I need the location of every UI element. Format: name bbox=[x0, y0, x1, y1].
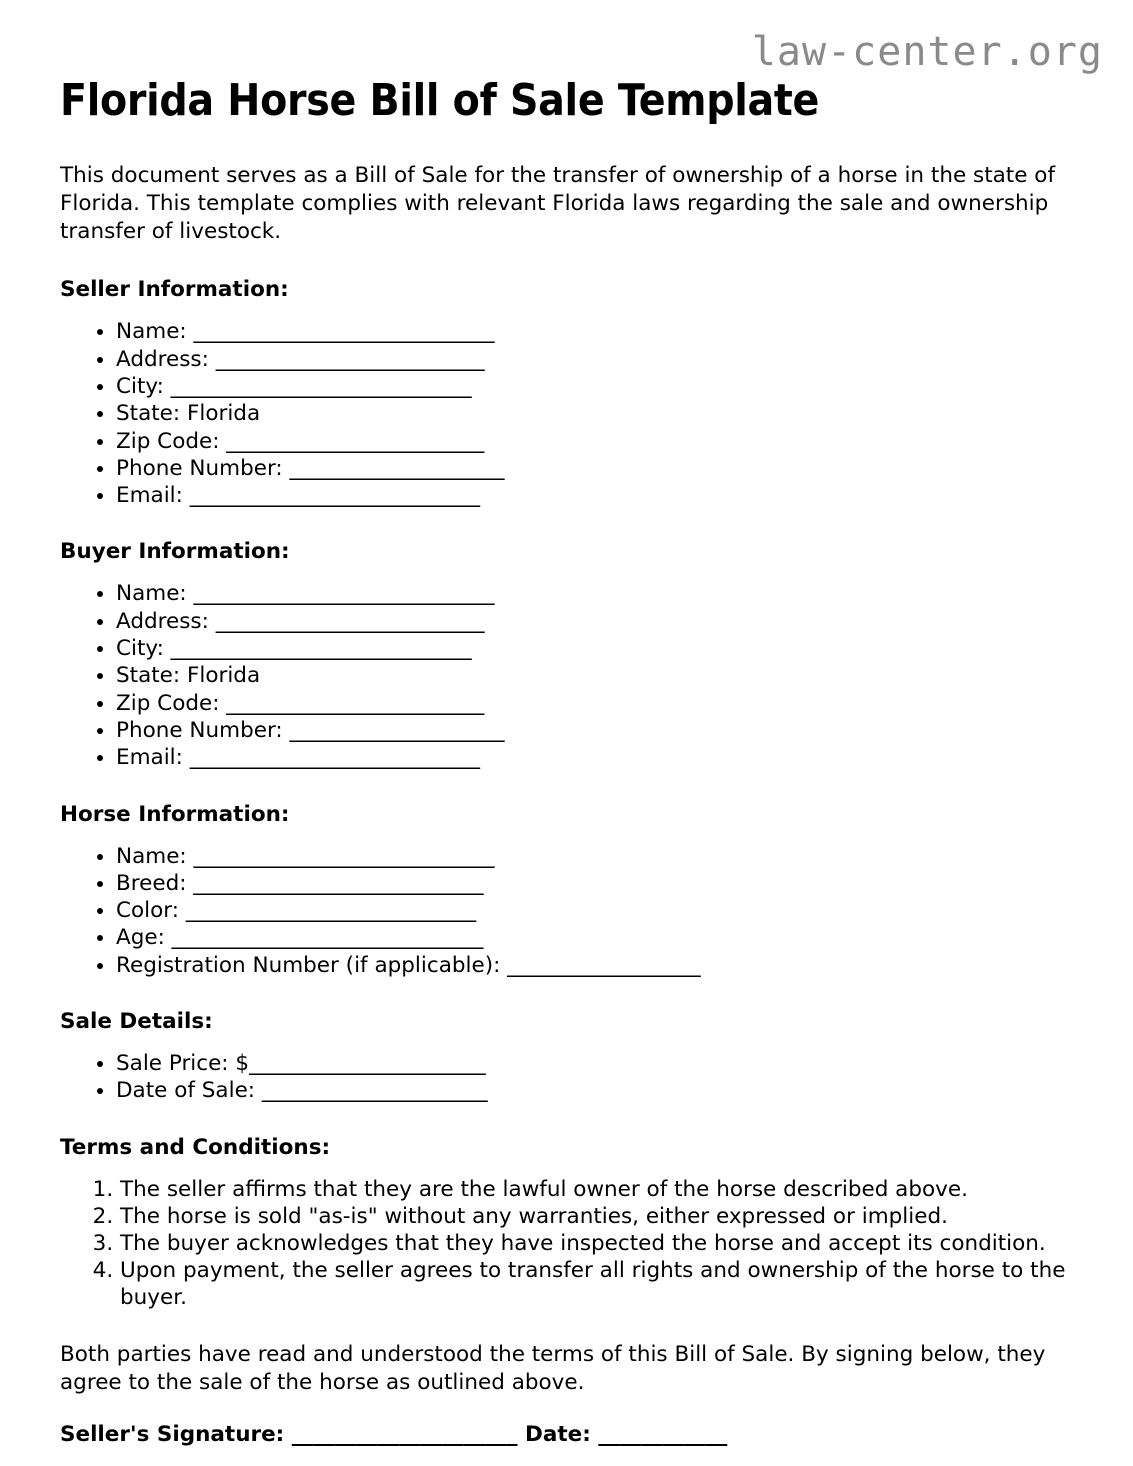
list-item: • Phone Number: ____________________ bbox=[116, 455, 1099, 482]
horse-information-heading: Horse Information: bbox=[60, 801, 290, 827]
list-item: • Registration Number (if applicable): __________________ bbox=[116, 952, 1099, 979]
list-item: • Sale Price: $______________________ bbox=[116, 1050, 1099, 1077]
list-item: 1. The seller affirms that they are the lawful owner of the horse described above. bbox=[120, 1176, 1099, 1203]
horse-information-list bbox=[60, 843, 1099, 979]
seller-information-list bbox=[60, 318, 1099, 509]
list-item: • Zip Code: ________________________ bbox=[116, 690, 1099, 717]
list-item: • Address: _________________________ bbox=[116, 346, 1099, 373]
list-item: 3. The buyer acknowledges that they have inspected the horse and accept its condition. bbox=[120, 1230, 1099, 1257]
list-item: • Address: _________________________ bbox=[116, 608, 1099, 635]
intro-paragraph: This document serves as a Bill of Sale for the transfer of ownership of a horse in the state of Florida. This template complies with relevant Florida laws regarding the sale and ownership transfer of livestock. bbox=[60, 163, 1056, 244]
list-item: • Email: ___________________________ bbox=[116, 744, 1099, 771]
closing-paragraph: Both parties have read and understood the terms of this Bill of Sale. By signing below, they agree to the sale of the horse as outlined above. bbox=[60, 1342, 1046, 1395]
page-title: Florida Horse Bill of Sale Template bbox=[60, 75, 820, 126]
site-watermark: law-center.org bbox=[751, 29, 1103, 75]
list-item: • Color: ___________________________ bbox=[116, 897, 1099, 924]
seller-signature-line: Seller's Signature: _____________________ Date: ____________ bbox=[60, 1422, 728, 1448]
terms-and-conditions-heading: Terms and Conditions: bbox=[60, 1134, 331, 1160]
list-item: • State: Florida bbox=[116, 400, 1099, 427]
list-item: • Breed: ___________________________ bbox=[116, 870, 1099, 897]
list-item: • City: ____________________________ bbox=[116, 373, 1099, 400]
list-item: • Email: ___________________________ bbox=[116, 482, 1099, 509]
terms-and-conditions-list bbox=[60, 1176, 1099, 1311]
list-item: 2. The horse is sold "as-is" without any warranties, either expressed or implied. bbox=[120, 1203, 1099, 1230]
list-item: • Name: ____________________________ bbox=[116, 318, 1099, 345]
seller-information-heading: Seller Information: bbox=[60, 277, 289, 303]
list-item: • Zip Code: ________________________ bbox=[116, 428, 1099, 455]
list-item: • Date of Sale: _____________________ bbox=[116, 1077, 1099, 1104]
buyer-information-list bbox=[60, 580, 1099, 771]
list-item: • City: ____________________________ bbox=[116, 635, 1099, 662]
buyer-information-heading: Buyer Information: bbox=[60, 539, 290, 565]
list-item: • Name: ____________________________ bbox=[116, 580, 1099, 607]
list-item: • Name: ____________________________ bbox=[116, 843, 1099, 870]
list-item: • Age: _____________________________ bbox=[116, 924, 1099, 951]
sale-details-heading: Sale Details: bbox=[60, 1009, 213, 1035]
list-item: • Phone Number: ____________________ bbox=[116, 717, 1099, 744]
list-item: 4. Upon payment, the seller agrees to transfer all rights and ownership of the horse to the buyer. bbox=[120, 1257, 1099, 1311]
list-item: • State: Florida bbox=[116, 662, 1099, 689]
sale-details-list bbox=[60, 1050, 1099, 1105]
